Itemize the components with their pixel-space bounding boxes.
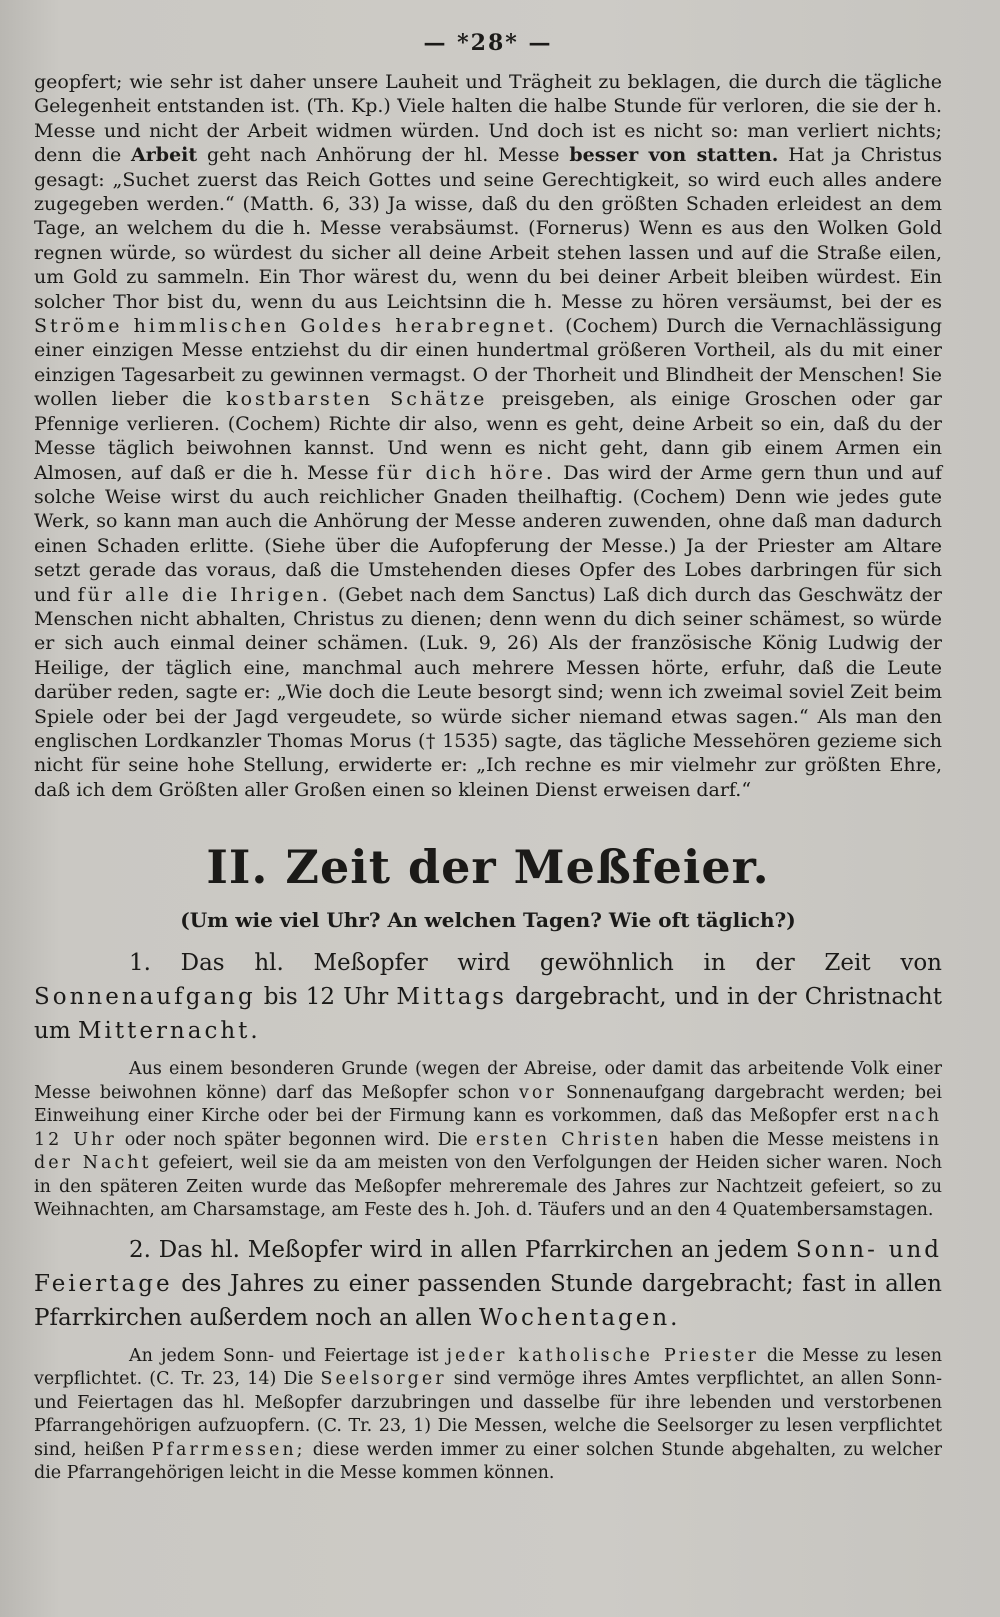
text-run: oder noch später begonnen wird. Die [116,1129,476,1150]
text-run: An jedem Sonn- und Feiertage ist [129,1345,447,1366]
text-run-spaced: vor [518,1082,557,1103]
text-run-bold: besser von statten. [569,144,779,167]
text-run-spaced: Mittags [396,984,507,1011]
page-number: — *28* — [423,30,553,56]
text-run-bold: Arbeit [131,144,198,167]
section-title: II. Zeit der Meßfeier. [206,840,770,895]
text-run-spaced: in der Nacht [34,1129,943,1174]
text-run-spaced: für alle die Ihrigen. [77,583,331,606]
note-1 [34,1058,942,1223]
text-run-spaced: Seelsorger [320,1369,447,1390]
text-run: gefeiert, weil sie da am meisten von den Verfolgungen der Heiden sicher waren. Noch in den späteren Zeiten wurde das Meßopfer mehreremale des Jahres zur Nachtzeit gefeiert, so zu Weihnachten, am Charsamstage, am Feste des h. Joh. d. Täufers und an den 4 Quatembersamstagen. [34,1153,943,1221]
text-run: 1. Das hl. Meßopfer wird gewöhnlich in der Zeit von [129,950,942,977]
rule-2 [34,1233,942,1335]
text-run: preisgeben, als einige Groschen oder gar Pfennige verlieren. (Cochem) Richte dir also, wenn es geht, deine Arbeit so ein, daß du der Messe täglich beiwohnen kannst. Und wenn es nicht geht, dann gib einem Armen ein Almosen, auf daß er die h. Messe [34,388,943,484]
text-run: Sonnenaufgang dargebracht werden; bei Einweihung einer Kirche oder bei der Firmung kann es vorkommen, daß das Meßopfer erst [34,1082,943,1127]
text-run: Aus einem besonderen Grunde (wegen der Abreise, oder damit das arbeitende Volk einer Messe beiwohnen könne) darf das Meßopfer schon [34,1059,942,1103]
text-run: sind vermöge ihres Amtes verpflichtet, an allen Sonn- und Feiertagen das hl. Meßopfer darzubringen und dasselbe für ihre lebenden und verstorbenen Pfarrangehörigen aufzuopfern. (C. Tr. 23, 1) Die Messen, welche die Seelsorger zu lesen verpflichtet sind, heißen [34,1369,942,1460]
text-run-spaced: Pfarrmessen; [151,1439,306,1460]
text-run-spaced: Sonnenaufgang [34,984,256,1011]
text-run-spaced: für dich höre. [376,461,555,484]
text-run-spaced: Mitternacht. [77,1018,261,1045]
text-run-spaced: Ströme himmlischen Goldes herabregnet. [34,315,558,338]
text-run: geht nach Anhörung der hl. Messe [197,144,570,167]
text-run-spaced: jeder katholische Priester [446,1345,759,1366]
text-run: dargebracht, und in der Christnacht um [34,984,942,1045]
text-run: haben die Messe meistens [661,1129,920,1150]
note-2 [34,1345,942,1486]
text-run: 2. Das hl. Meßopfer wird in allen Pfarrkirchen an jedem [129,1236,796,1263]
text-run: diese werden immer zu einer solchen Stunde abgehalten, zu welcher die Pfarrangehörigen leicht in die Messe kommen können. [34,1439,943,1484]
intro-paragraph [34,70,942,802]
text-run: des Jahres zu einer passenden Stunde dargebracht; fast in allen Pfarrkirchen außerdem noch an allen [34,1270,942,1331]
text-run: bis 12 Uhr [255,984,397,1011]
text-run: (Cochem) Durch die Vernachlässigung einer einzigen Messe entziehst du dir einen hundertmal größeren Vortheil, als du mit einer einzigen Tagesarbeit zu gewinnen vermagst. O der Thorheit und Blindheit der Menschen! Sie wollen lieber die [34,315,942,411]
text-run: die Messe zu lesen verpflichtet. (C. Tr. 23, 14) Die [34,1345,942,1390]
text-run-spaced: kostbarsten Schätze [226,388,488,411]
text-run: geopfert; wie sehr ist daher unsere Lauheit und Trägheit zu beklagen, die durch die tägliche Gelegenheit entstanden ist. (Th. Kp.) Viele halten die halbe Stunde für verloren, die sie der h. Messe und nicht der Arbeit widmen würden. Und doch ist es nicht so: man verliert nichts; denn die [34,71,942,167]
section-subtitle: (Um wie viel Uhr? An welchen Tagen? Wie oft täglich?) [180,908,796,933]
text-run-spaced: nach 12 Uhr [34,1106,942,1150]
text-run: Hat ja Christus gesagt: „Suchet zuerst das Reich Gottes und seine Gerechtigkeit, so wird euch alles andere zugegeben werden.“ (Matth. 6, 33) Ja wisse, daß du den größten Schaden erleidest an dem Tage, an welchem du die h. Messe verabsäumst. (Fornerus) Wenn es aus den Wolken Gold regnen würde, so würdest du sicher all deine Arbeit stehen lassen und auf die Straße eilen, um Gold zu sammeln. Ein Thor wärest du, wenn du bei deiner Arbeit bleiben würdest. Ein solcher Thor bist du, wenn du aus Leichtsinn die h. Messe zu hören versäumst, bei der es [34,144,942,313]
text-run-spaced: Sonn- und Feiertage [34,1236,942,1297]
text-run-spaced: Wochentagen. [479,1304,681,1331]
text-run-spaced: ersten Christen [475,1129,662,1150]
text-run: (Gebet nach dem Sanctus) Laß dich durch das Geschwätz der Menschen nicht abhalten, Christus zu dienen; denn wenn du dich seiner schämest, so würde er sich auch einmal deiner schämen. (Luk. 9, 26) Als der französische König Ludwig der Heilige, der täglich eine, manchmal auch mehrere Messen hörte, erfuhr, daß die Leute darüber reden, sagte er: „Wie doch die Leute besorgt sind; wenn ich zweimal soviel Zeit beim Spiele oder bei der Jagd vergeudete, so würde sicher niemand etwas sagen.“ Als man den englischen Lordkanzler Thomas Morus († 1535) sagte, das tägliche Messehören gezieme sich nicht für seine hohe Stellung, erwiderte er: „Ich rechne es mir vielmehr zur größten Ehre, daß ich dem Größten aller Großen einen so kleinen Dienst erweisen darf.“ [34,583,943,801]
text-run: Das wird der Arme gern thun und auf solche Weise wirst du auch reichlicher Gnaden theilhaftig. (Cochem) Denn wie jedes gute Werk, so kann man auch die Anhörung der Messe anderen zuwenden, ohne daß man dadurch einen Schaden erlitte. (Siehe über die Aufopferung der Messe.) Ja der Priester am Altare setzt gerade das voraus, daß die Umstehenden dieses Opfer des Lobes darbringen für sich und [34,461,942,606]
rule-1 [34,946,942,1048]
